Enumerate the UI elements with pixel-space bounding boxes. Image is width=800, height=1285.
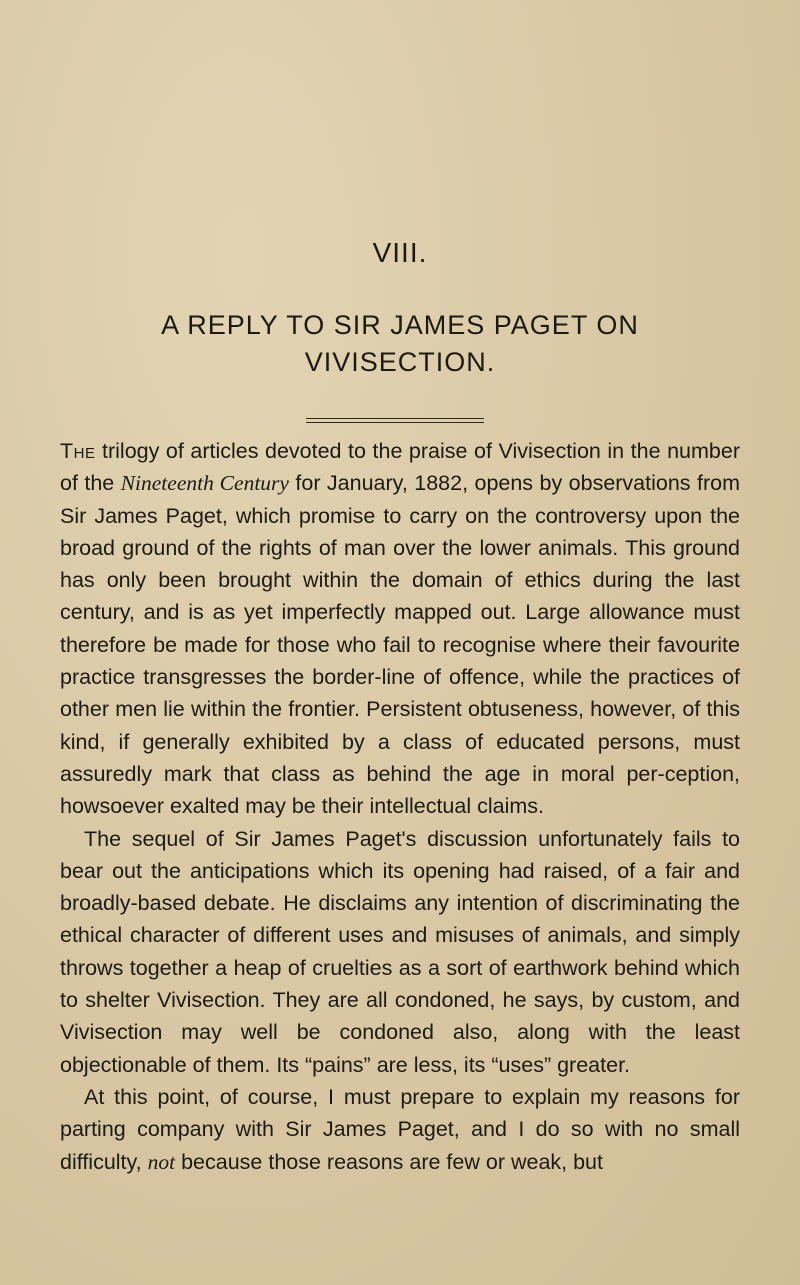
paragraph-1-text-a: trilogy of articles devoted to the praise of Vivisection in the number of the	[60, 439, 740, 496]
paragraph-1-lead: The	[60, 439, 96, 463]
paragraph-3-text-a: At this point, of course, I must prepare to explain my reasons for parting company with Sir James Paget, and I do so with no small difficulty,	[60, 1084, 740, 1174]
paragraph-3	[60, 1081, 740, 1178]
chapter-title	[0, 307, 800, 381]
chapter-title-line-1: A REPLY TO SIR JAMES PAGET ON	[161, 310, 639, 340]
chapter-number: VIII.	[372, 237, 428, 268]
paragraph-2: The sequel of Sir James Paget's discussion unfortunately fails to bear out the anticipations which its opening had raised, of a fair and broadly-based debate. He disclaims any intention of discriminating the ethical character of different uses and misuses of animals, and simply throws together a heap of cruelties as a sort of earthwork behind which to shelter Vivisection. They are all condoned, he says, by custom, and Vivisection may well be condoned also, along with the least objectionable of them. Its “pains” are less, its “uses” greater.	[60, 826, 740, 1077]
title-divider-top	[306, 418, 484, 419]
title-divider-bottom	[306, 422, 484, 423]
emphasis-not: not	[147, 1149, 176, 1174]
body-text	[60, 435, 740, 1178]
chapter-title-line-2: VIVISECTION.	[304, 347, 496, 377]
paragraph-1-text-b: for January, 1882, opens by observations from Sir James Paget, which promise to carry on the controversy upon the broad ground of the rights of man over the lower animals. This ground has only been brought within the domain of ethics during the last century, and is as yet imperfectly mapped out. Large allowance must therefore be made for those who fail to recognise where their favourite practice transgresses the border-line of offence, while the practices of other men lie within the frontier. Persistent obtuseness, however, of this kind, if generally exhibited by a class of educated persons, must assuredly mark that class as behind the age in moral per-ception, howsoever exalted may be their intellectual claims.	[60, 471, 740, 819]
paragraph-3-text-b: because those reasons are few or weak, but	[175, 1149, 603, 1174]
paragraph-1	[60, 435, 740, 823]
journal-title: Nineteenth Century	[120, 471, 289, 496]
